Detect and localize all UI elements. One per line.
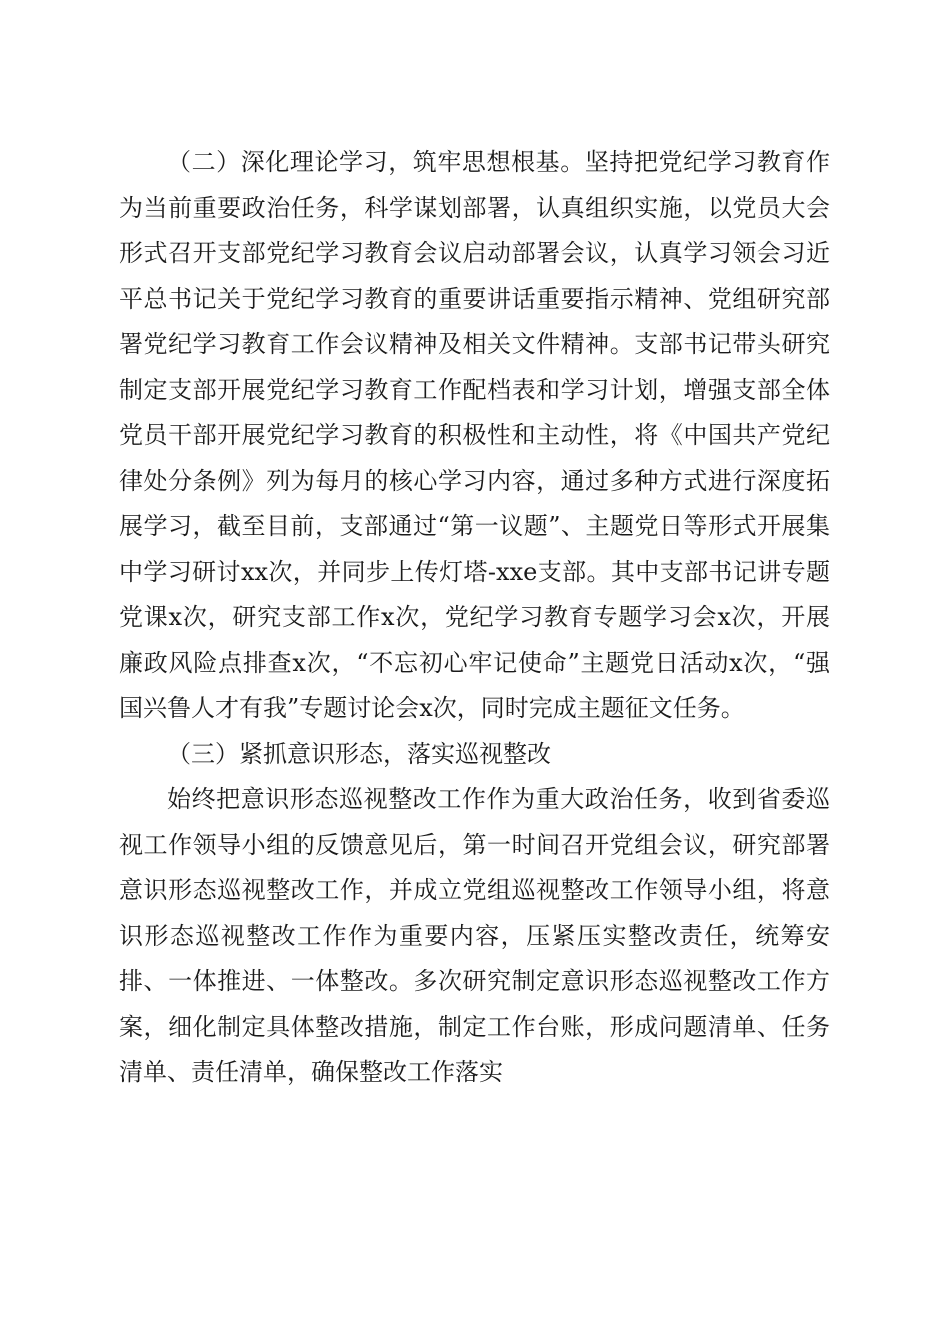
section-2-body: 坚持把党纪学习教育作为当前重要政治任务，科学谋划部署，认真组织实施，以党员大会形式召开支部党纪学习教育会议启动部署会议，认真学习领会习近平总书记关于党纪学习教育的重要讲话重要指示精神、党组研究部署党纪学习教育工作会议精神及相关文件精神。支部书记带头研究制定支部开展党纪学习教育工作配档表和学习计划，增强支部全体党员干部开展党纪学习教育的积极性和主动性，将《中国共产党纪律处分条例》列为每月的核心学习内容，通过多种方式进行深度拓展学习，截至目前，支部通过“第一议题”、主题党日等形式开展集中学习研讨xx次，并同步上传灯塔-xxe支部。其中支部书记讲专题党课x次，研究支部工作x次，党纪学习教育专题学习会x次，开展廉政风险点排查x次，“不忘初心牢记使命”主题党日活动x次，“强国兴鲁人才有我”专题讨论会x次，同时完成主题征文任务。 xyxy=(119,148,831,722)
section-2-lead: （二）深化理论学习，筑牢思想根基。 xyxy=(167,148,585,176)
section-2-paragraph xyxy=(119,140,830,732)
section-3-paragraph: 始终把意识形态巡视整改工作作为重大政治任务，收到省委巡视工作领导小组的反馈意见后，第一时间召开党组会议，研究部署意识形态巡视整改工作，并成立党组巡视整改工作领导小组，将意识形态巡视整改工作作为重要内容，压紧压实整改责任，统筹安排、一体推进、一体整改。多次研究制定意识形态巡视整改工作方案，细化制定具体整改措施，制定工作台账，形成问题清单、任务清单、责任清单，确保整改工作落实 xyxy=(119,785,830,1086)
section-3-heading: （三）紧抓意识形态，落实巡视整改 xyxy=(167,739,551,768)
document-body xyxy=(119,140,830,1096)
